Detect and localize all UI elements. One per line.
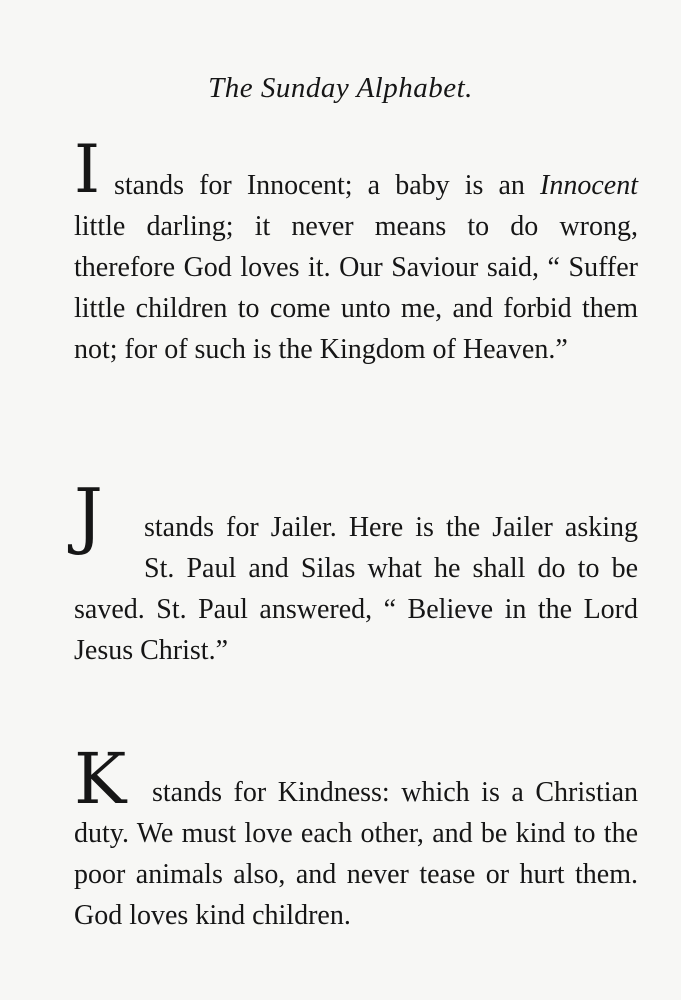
entry-i-lead: stands for Innocent; a baby is an <box>114 170 541 201</box>
running-title: The Sunday Alphabet. <box>208 72 473 104</box>
entry-j <box>74 473 638 671</box>
entry-i-italic-word: Innocent <box>540 170 638 201</box>
drop-cap-j: J <box>74 473 103 557</box>
drop-cap-i: I <box>74 131 101 208</box>
entry-i-text: little darling; it never means to do wrong, therefore God loves it. Our Saviour said, “ Suffer little children to come unto me, and forbid them not; for of such is the Kingdom of Heaven.” <box>74 211 638 365</box>
entry-k <box>74 738 638 936</box>
entry-i <box>74 131 638 370</box>
drop-cap-k: K <box>74 738 127 820</box>
entry-k-text: stands for Kindness: which is a Christian duty. We must love each other, and be kind to the poor animals also, and never tease or hurt them. God loves kind children. <box>74 777 638 931</box>
entry-j-text: stands for Jailer. Here is the Jailer asking St. Paul and Silas what he shall do to be saved. St. Paul answered, “ Believe in the Lord Jesus Christ.” <box>74 512 638 666</box>
